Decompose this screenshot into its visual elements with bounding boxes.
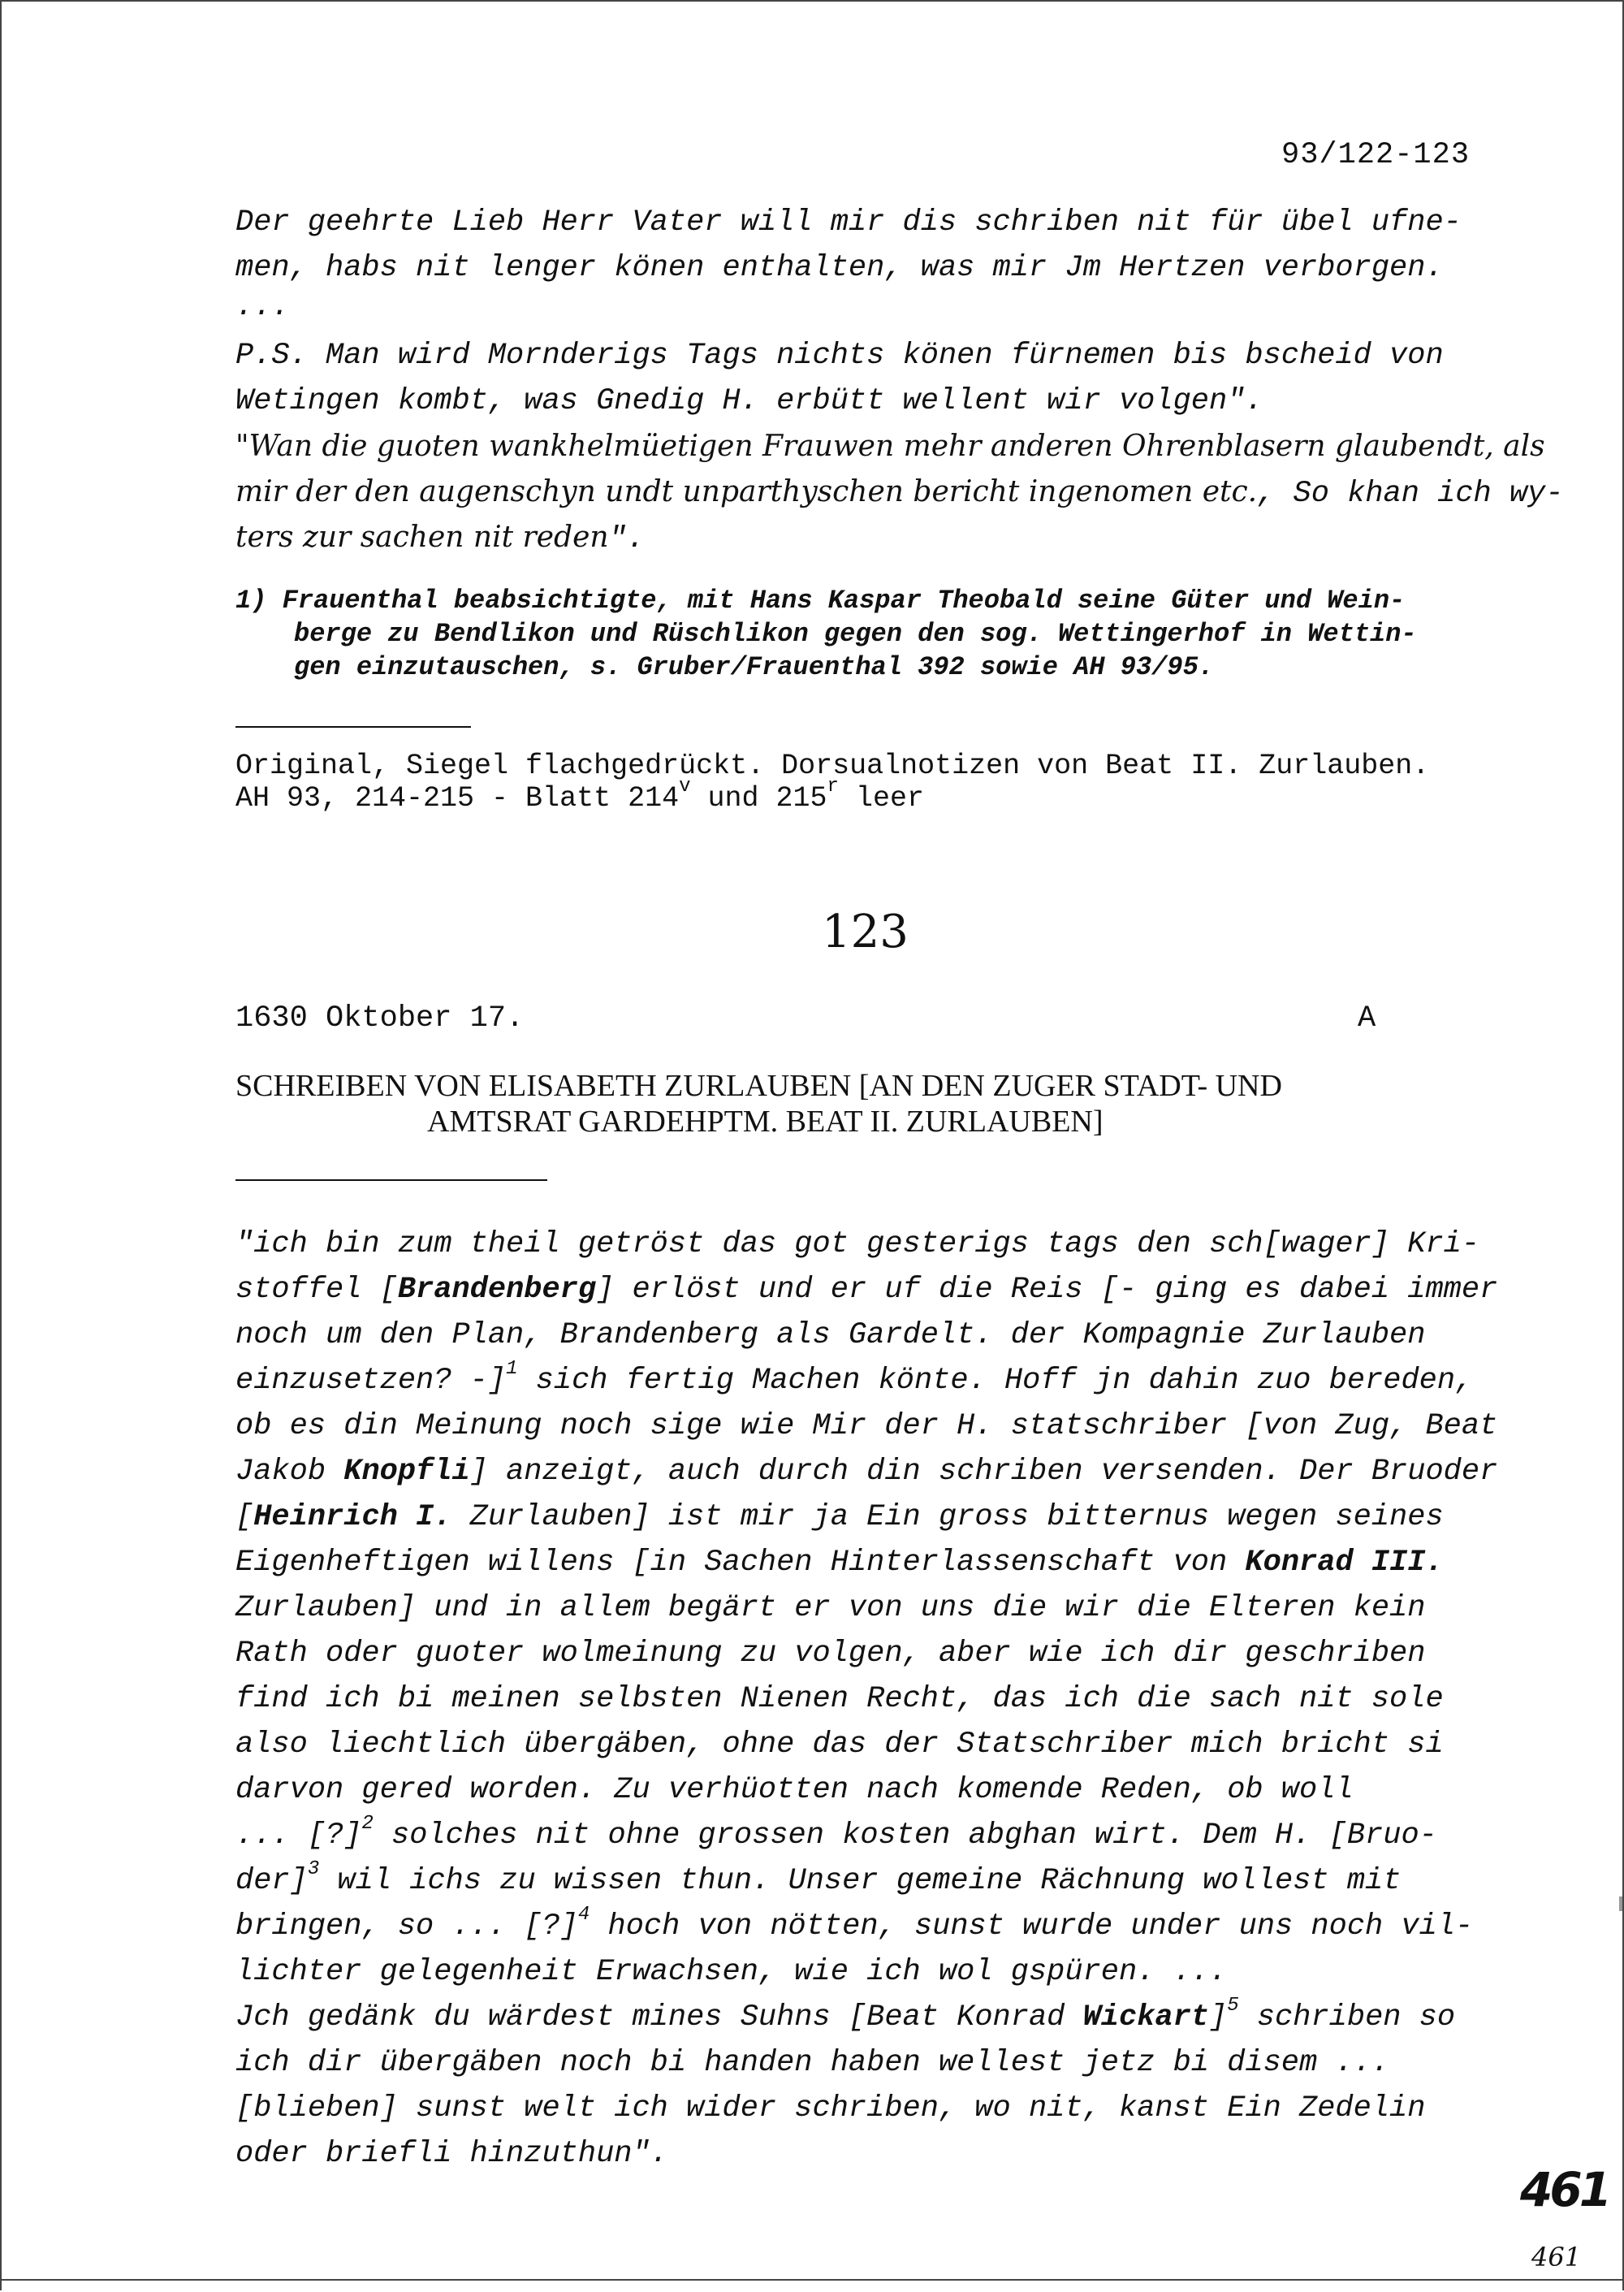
body-text: ] erlöst und er uf die Reis [- ging es dabei immer: [596, 1273, 1498, 1307]
script-quote: mir der den augenschyn undt unparthyschen bericht ingenomen etc.: [235, 475, 1258, 508]
source-note-text: leer: [838, 782, 924, 815]
title-line: SCHREIBEN VON ELISABETH ZURLAUBEN [AN DEN ZUGER STADT- UND: [235, 1069, 1282, 1103]
body-text: bringen, so ... [?]: [235, 1909, 578, 1944]
body-line: darvon gered worden. Zu verhüotten nach komende Reden, ob woll: [235, 1773, 1354, 1807]
body-line: [235, 1358, 1486, 1403]
text-line: men, habs nit lenger könen enthalten, was mir Jm Hertzen verborgen.: [235, 251, 1444, 285]
body-text: ] anzeigt, auch durch din schriben versenden. Der Bruoder: [469, 1455, 1498, 1489]
body-line: noch um den Plan, Brandenberg als Gardelt. der Kompagnie Zurlauben: [235, 1318, 1426, 1352]
body-line: Rath oder guoter wolmeinung zu volgen, aber wie ich dir geschriben: [235, 1637, 1426, 1671]
body-line: [235, 1904, 1486, 1949]
body-line: [235, 1813, 1486, 1858]
person-name: Konrad III.: [1245, 1546, 1444, 1580]
footnote-line: gen einzutauschen, s. Gruber/Frauenthal 392 sowie AH 93/95.: [294, 652, 1214, 682]
footnote-line: berge zu Bendlikon und Rüschlikon gegen den sog. Wettingerhof in Wettin-: [294, 619, 1417, 649]
person-name: Knopfli: [343, 1455, 470, 1489]
quote-line: [235, 515, 1486, 560]
body-text: sich fertig Machen könte. Hoff jn dahin zuo bereden,: [517, 1364, 1474, 1398]
body-text: solches nit ohne grossen kosten abghan wirt. Dem H. [Bruo-: [373, 1818, 1437, 1853]
superscript-v: v: [679, 776, 691, 798]
source-note: [235, 750, 1429, 815]
body-text: hoch von nötten, sunst wurde under uns noch vil-: [590, 1909, 1474, 1944]
body-line: lichter gelegenheit Erwachsen, wie ich wol gspüren. ...: [235, 1955, 1228, 1989]
body-text: der]: [235, 1864, 308, 1898]
body-text: ]: [1209, 2000, 1228, 2035]
previous-letter-text: [235, 200, 1564, 560]
document-title: [235, 1068, 1282, 1140]
title-rule: [235, 1179, 547, 1181]
body-line: also liechtlich übergäben, ohne das der Statschriber mich bricht si: [235, 1728, 1444, 1762]
page-reference: 93/122-123: [1281, 138, 1471, 172]
body-line: [235, 1858, 1486, 1904]
page-frame-bottom: [0, 2279, 1624, 2281]
body-line: "ich bin zum theil getröst das got gesterigs tags den sch[wager] Kri-: [235, 1227, 1480, 1261]
footnote-ref: 4: [577, 1904, 590, 1926]
body-line: ob es din Meinung noch sige wie Mir der H. statschriber [von Zug, Beat: [235, 1409, 1498, 1443]
edge-mark: [1619, 1896, 1622, 1911]
body-text: Jakob: [235, 1455, 344, 1489]
body-text: Zurlauben] ist mir ja Ein gross bitternus wegen seines: [451, 1500, 1444, 1534]
person-name: Heinrich I.: [253, 1500, 452, 1534]
body-text: [: [235, 1500, 254, 1534]
footnote-ref: 1: [506, 1358, 518, 1380]
body-text: ... [?]: [235, 1818, 362, 1853]
script-quote: "Wan die guoten wankhelmüetigen Frauwen mehr anderen Ohrenblasern glaubendt, als: [235, 430, 1545, 463]
body-line: Zurlauben] und in allem begärt er von uns die wir die Elteren kein: [235, 1591, 1426, 1625]
source-note-line: [235, 776, 1429, 815]
body-line: [blieben] sunst welt ich wider schriben, wo nit, kanst Ein Zedelin: [235, 2091, 1426, 2126]
quote-continuation: , So khan ich wy-: [1257, 477, 1564, 511]
document-type-letter: A: [1358, 1001, 1376, 1036]
quote-end: ".: [608, 522, 646, 556]
person-name: Brandenberg: [397, 1273, 597, 1307]
body-text: schriben so: [1238, 2000, 1456, 2035]
quote-line: [235, 424, 1545, 469]
body-line: [235, 1494, 1486, 1540]
source-note-text: AH 93, 214-215 - Blatt 214: [235, 782, 680, 815]
page-number-stamp: 461: [1520, 2162, 1609, 2217]
footnote-rule: [235, 726, 471, 728]
page-number-handwritten: 461: [1531, 2242, 1582, 2273]
body-text: einzusetzen? -]: [235, 1364, 507, 1398]
body-line: ich dir übergäben noch bi handen haben wellest jetz bi disem ...: [235, 2046, 1390, 2080]
script-quote: ters zur sachen nit reden: [235, 521, 609, 554]
title-line: AMTSRAT GARDEHPTM. BEAT II. ZURLAUBEN]: [427, 1105, 1104, 1139]
footnote: [235, 584, 1502, 684]
person-name: Wickart: [1082, 2000, 1210, 2035]
footnote-line: 1) Frauenthal beabsichtigte, mit Hans Kaspar Theobald seine Güter und Wein-: [235, 586, 1406, 616]
body-line: find ich bi meinen selbsten Nienen Recht, das ich die sach nit sole: [235, 1682, 1444, 1716]
postscript-line: Wetingen kombt, was Gnedig H. erbütt wellent wir volgen".: [235, 384, 1263, 418]
body-line: [235, 1995, 1486, 2040]
quote-line: [235, 469, 1564, 515]
text-line: Der geehrte Lieb Herr Vater will mir dis schriben nit für übel ufne-: [235, 205, 1462, 240]
ellipsis: ...: [235, 290, 290, 324]
body-text: Jch gedänk du wärdest mines Suhns [Beat Konrad: [235, 2000, 1083, 2035]
source-note-line: Original, Siegel flachgedrückt. Dorsualnotizen von Beat II. Zurlauben.: [235, 750, 1430, 782]
postscript-line: P.S. Man wird Mornderigs Tags nichts könen fürnemen bis bscheid von: [235, 339, 1444, 373]
footnote-ref: 2: [361, 1813, 374, 1835]
body-line: oder briefli hinzuthun".: [235, 2137, 668, 2171]
body-text: Eigenheftigen willens [in Sachen Hinterlassenschaft von: [235, 1546, 1246, 1580]
body-line: [235, 1267, 1498, 1312]
body-line: [235, 1540, 1486, 1585]
body-line: [235, 1449, 1498, 1494]
body-text: wil ichs zu wissen thun. Unser gemeine Rächnung wollest mit: [319, 1864, 1402, 1898]
source-note-text: und 215: [690, 782, 827, 815]
document-number: 123: [822, 906, 909, 958]
superscript-r: r: [827, 776, 839, 798]
footnote-ref: 5: [1227, 1995, 1239, 2017]
footnote-ref: 3: [307, 1858, 320, 1880]
body-text: stoffel [: [235, 1273, 398, 1307]
letter-body: [235, 1222, 1498, 2177]
document-date: 1630 Oktober 17.: [235, 1001, 525, 1036]
